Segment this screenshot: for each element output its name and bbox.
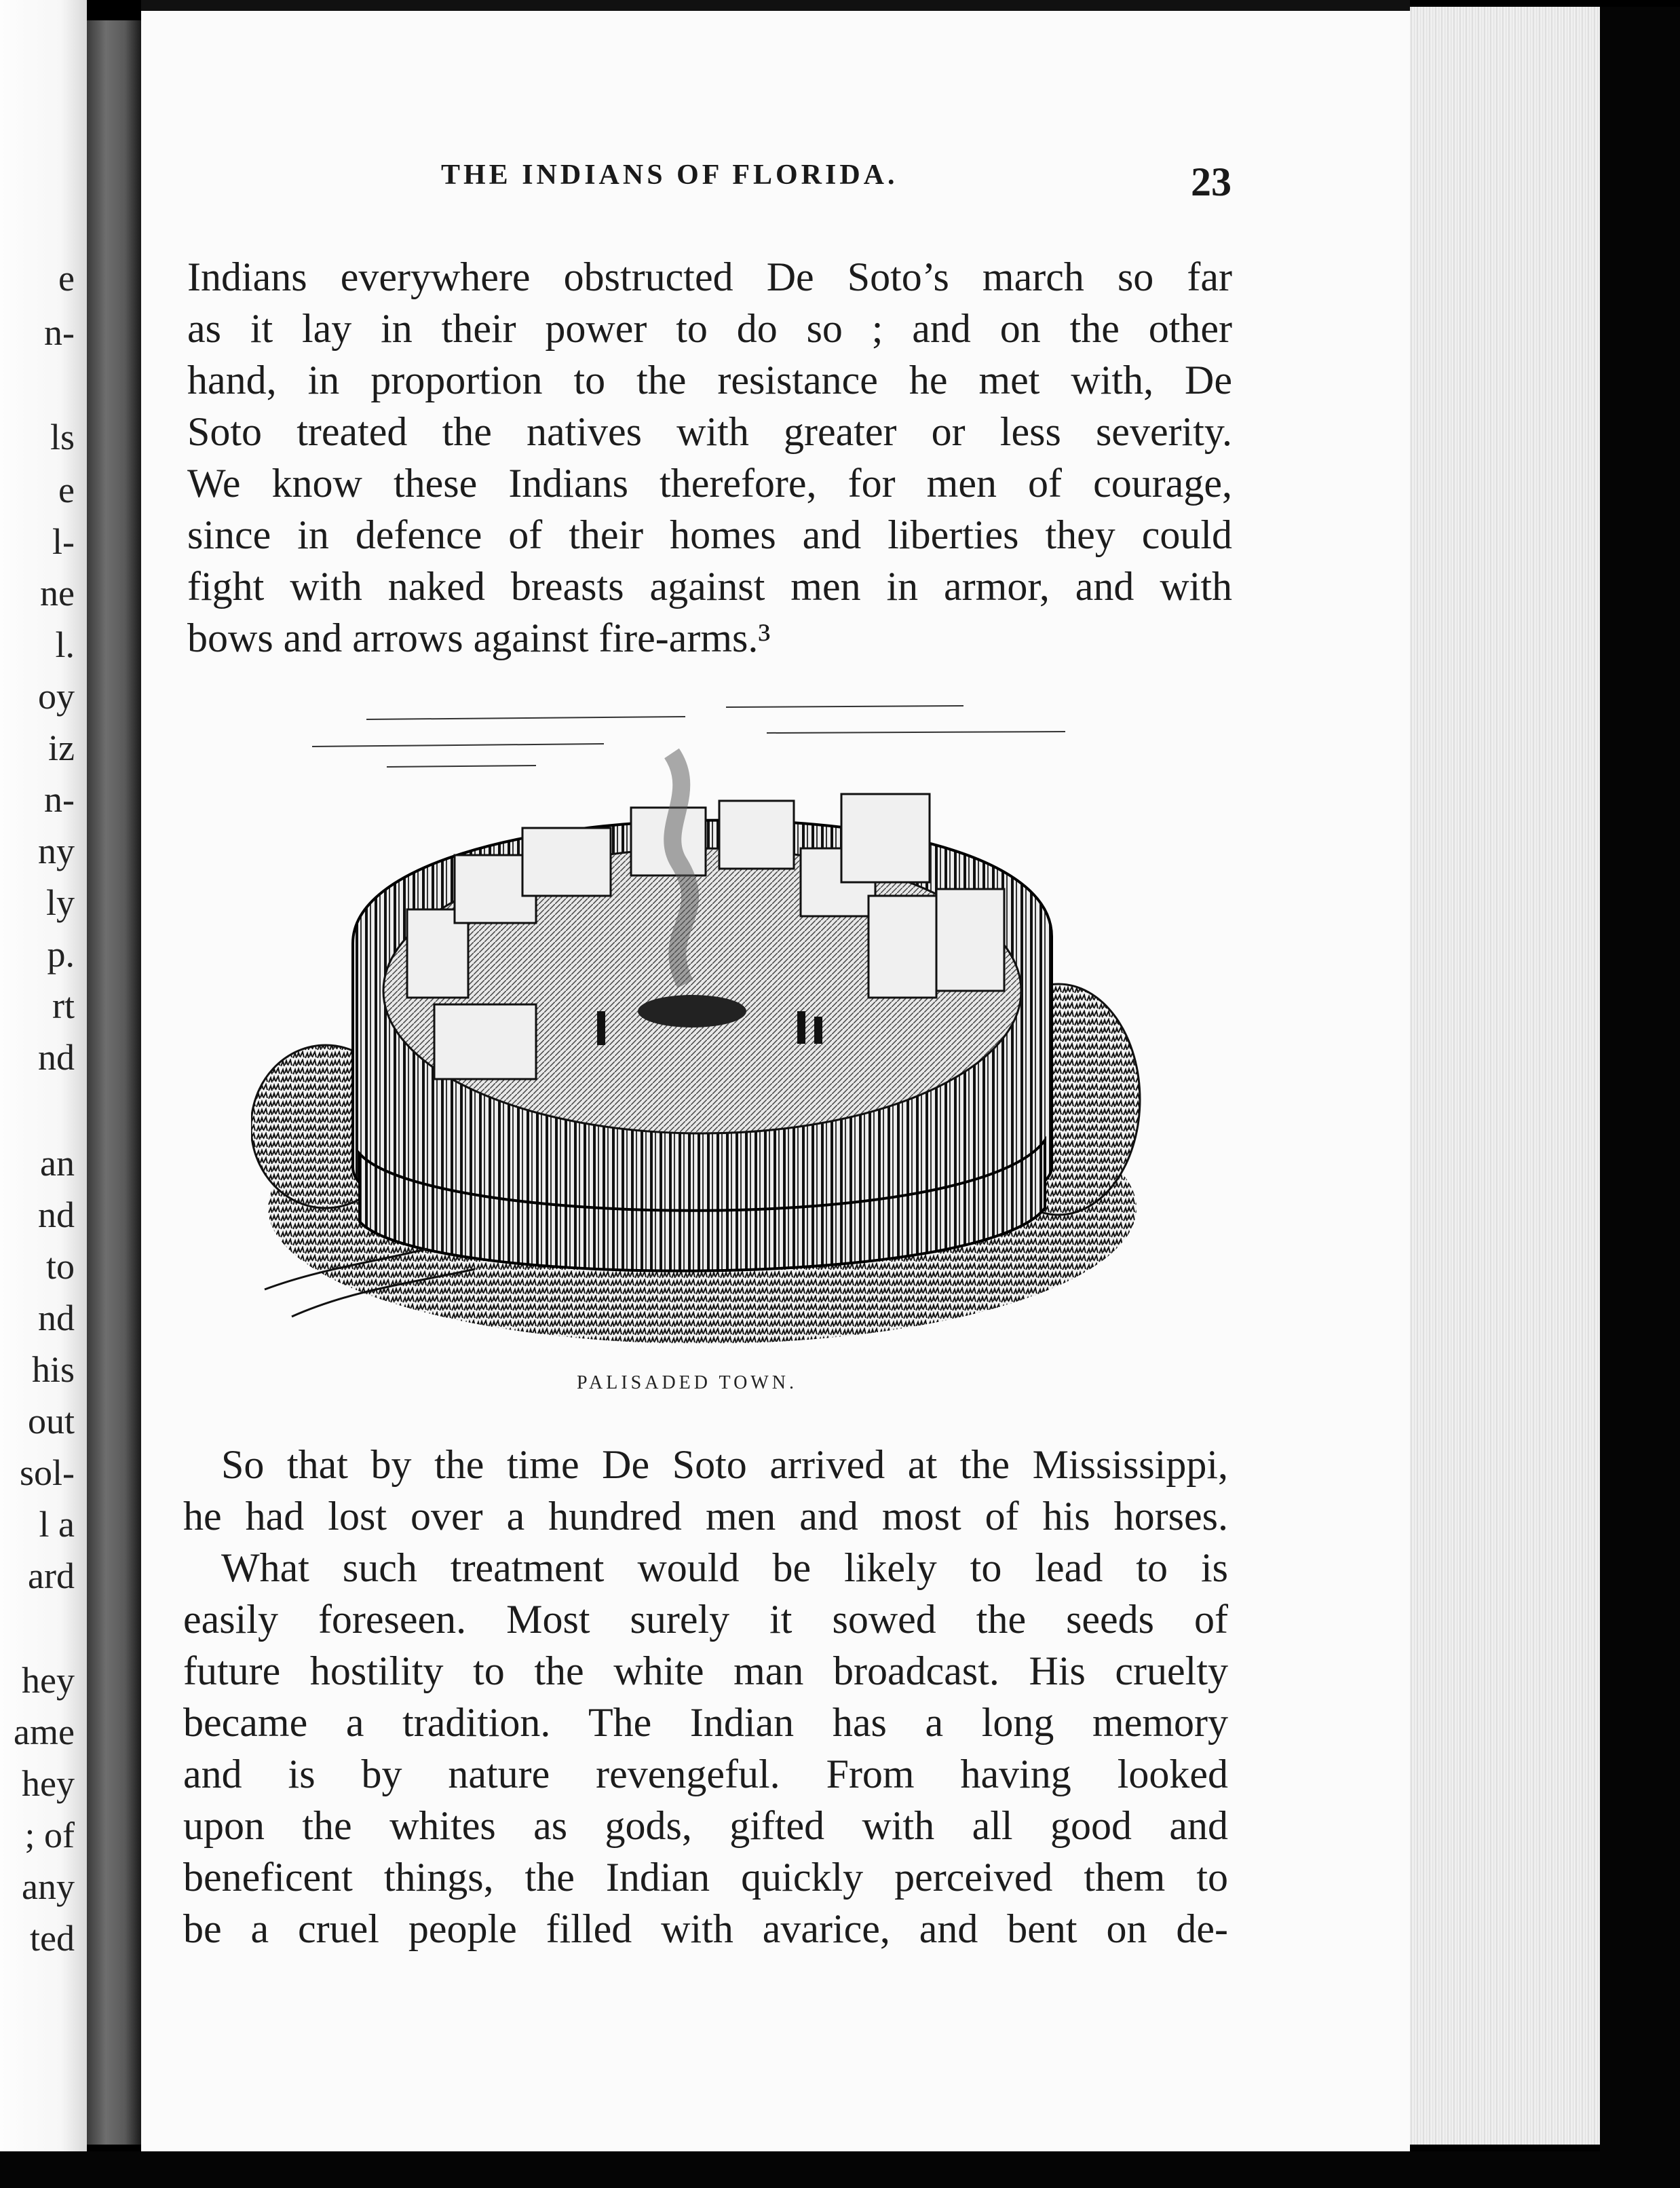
paragraph-3-line: be a cruel people filled with avarice, and bent on de-: [183, 1906, 1228, 1951]
left-fragment: iz: [48, 728, 75, 768]
paragraph-1-line: hand, in proportion to the resistance he met with, De: [187, 358, 1232, 402]
paragraph-3-line: What such treatment would be likely to lead to is: [221, 1545, 1228, 1590]
left-fragment: ted: [30, 1918, 75, 1959]
paragraph-3-line: and is by nature revengeful. From having looked: [183, 1752, 1228, 1796]
paragraph-2-line: he had lost over a hundred men and most of his horses.: [183, 1494, 1228, 1539]
left-fragment: ; of: [24, 1815, 75, 1855]
scan-right-border: [1600, 7, 1680, 2188]
paragraph-3-line: beneficent things, the Indian quickly perceived them to: [183, 1855, 1228, 1900]
left-fragment: l a: [39, 1504, 75, 1545]
left-page-edge: [0, 0, 87, 2165]
paragraph-1-line: bows and arrows against fire-arms.³: [187, 616, 771, 660]
paragraph-1-line: since in defence of their homes and liberties they could: [187, 512, 1232, 557]
page-number: 23: [1191, 159, 1232, 204]
left-fragment: e: [58, 470, 75, 510]
paragraph-2-line: So that by the time De Soto arrived at the Mississippi,: [221, 1442, 1228, 1487]
left-fragment: hey: [22, 1763, 75, 1804]
left-fragment: nd: [38, 1298, 75, 1338]
left-fragment: oy: [38, 676, 75, 717]
left-fragment: n-: [44, 779, 75, 820]
paragraph-1-line: Indians everywhere obstructed De Soto’s march so far: [187, 254, 1232, 299]
left-fragment: e: [58, 258, 75, 299]
figure-caption: PALISADED TOWN.: [577, 1372, 797, 1393]
left-fragment: nd: [38, 1194, 75, 1235]
left-fragment: his: [31, 1349, 75, 1390]
left-fragment: to: [45, 1246, 75, 1287]
left-fragment: rt: [52, 985, 75, 1026]
paragraph-3-line: future hostility to the white man broadcast. His cruelty: [183, 1648, 1228, 1693]
scan-bottom-border: [0, 2151, 1680, 2188]
paragraph-1-line: We know these Indians therefore, for men of courage,: [187, 461, 1232, 506]
left-fragment: nd: [38, 1037, 75, 1078]
left-fragment: hey: [22, 1660, 75, 1701]
left-fragment: l.: [55, 624, 75, 665]
left-fragment: ne: [40, 573, 75, 614]
running-head: THE INDIANS OF FLORIDA.: [441, 159, 898, 191]
paragraph-1-line: fight with naked breasts against men in armor, and with: [187, 564, 1232, 609]
paragraph-3-line: became a tradition. The Indian has a long memory: [183, 1700, 1228, 1745]
paragraph-1-line: Soto treated the natives with greater or less severity.: [187, 409, 1232, 454]
paragraph-3-line: easily foreseen. Most surely it sowed the seeds of: [183, 1597, 1228, 1642]
book-gutter-shadow: [87, 20, 141, 2145]
left-fragment: sol-: [20, 1452, 75, 1493]
scan-top-border: [141, 0, 1410, 11]
left-fragment: any: [22, 1866, 75, 1907]
paragraph-3-line: upon the whites as gods, gifted with all good and: [183, 1803, 1228, 1848]
left-fragment: ls: [50, 417, 75, 457]
left-fragment: ny: [38, 831, 75, 871]
left-fragment: n-: [44, 312, 75, 353]
palisaded-town-illustration: [251, 692, 1153, 1357]
left-fragment: l-: [52, 521, 75, 562]
left-fragment: an: [40, 1143, 75, 1184]
left-fragment: p.: [47, 934, 75, 975]
page-stack-edges: [1410, 7, 1600, 2145]
left-fragment: ly: [45, 882, 75, 923]
left-fragment: ame: [14, 1712, 75, 1752]
left-fragment: out: [27, 1401, 75, 1441]
left-fragment: ard: [28, 1555, 75, 1596]
paragraph-1-line: as it lay in their power to do so ; and on the other: [187, 306, 1232, 351]
